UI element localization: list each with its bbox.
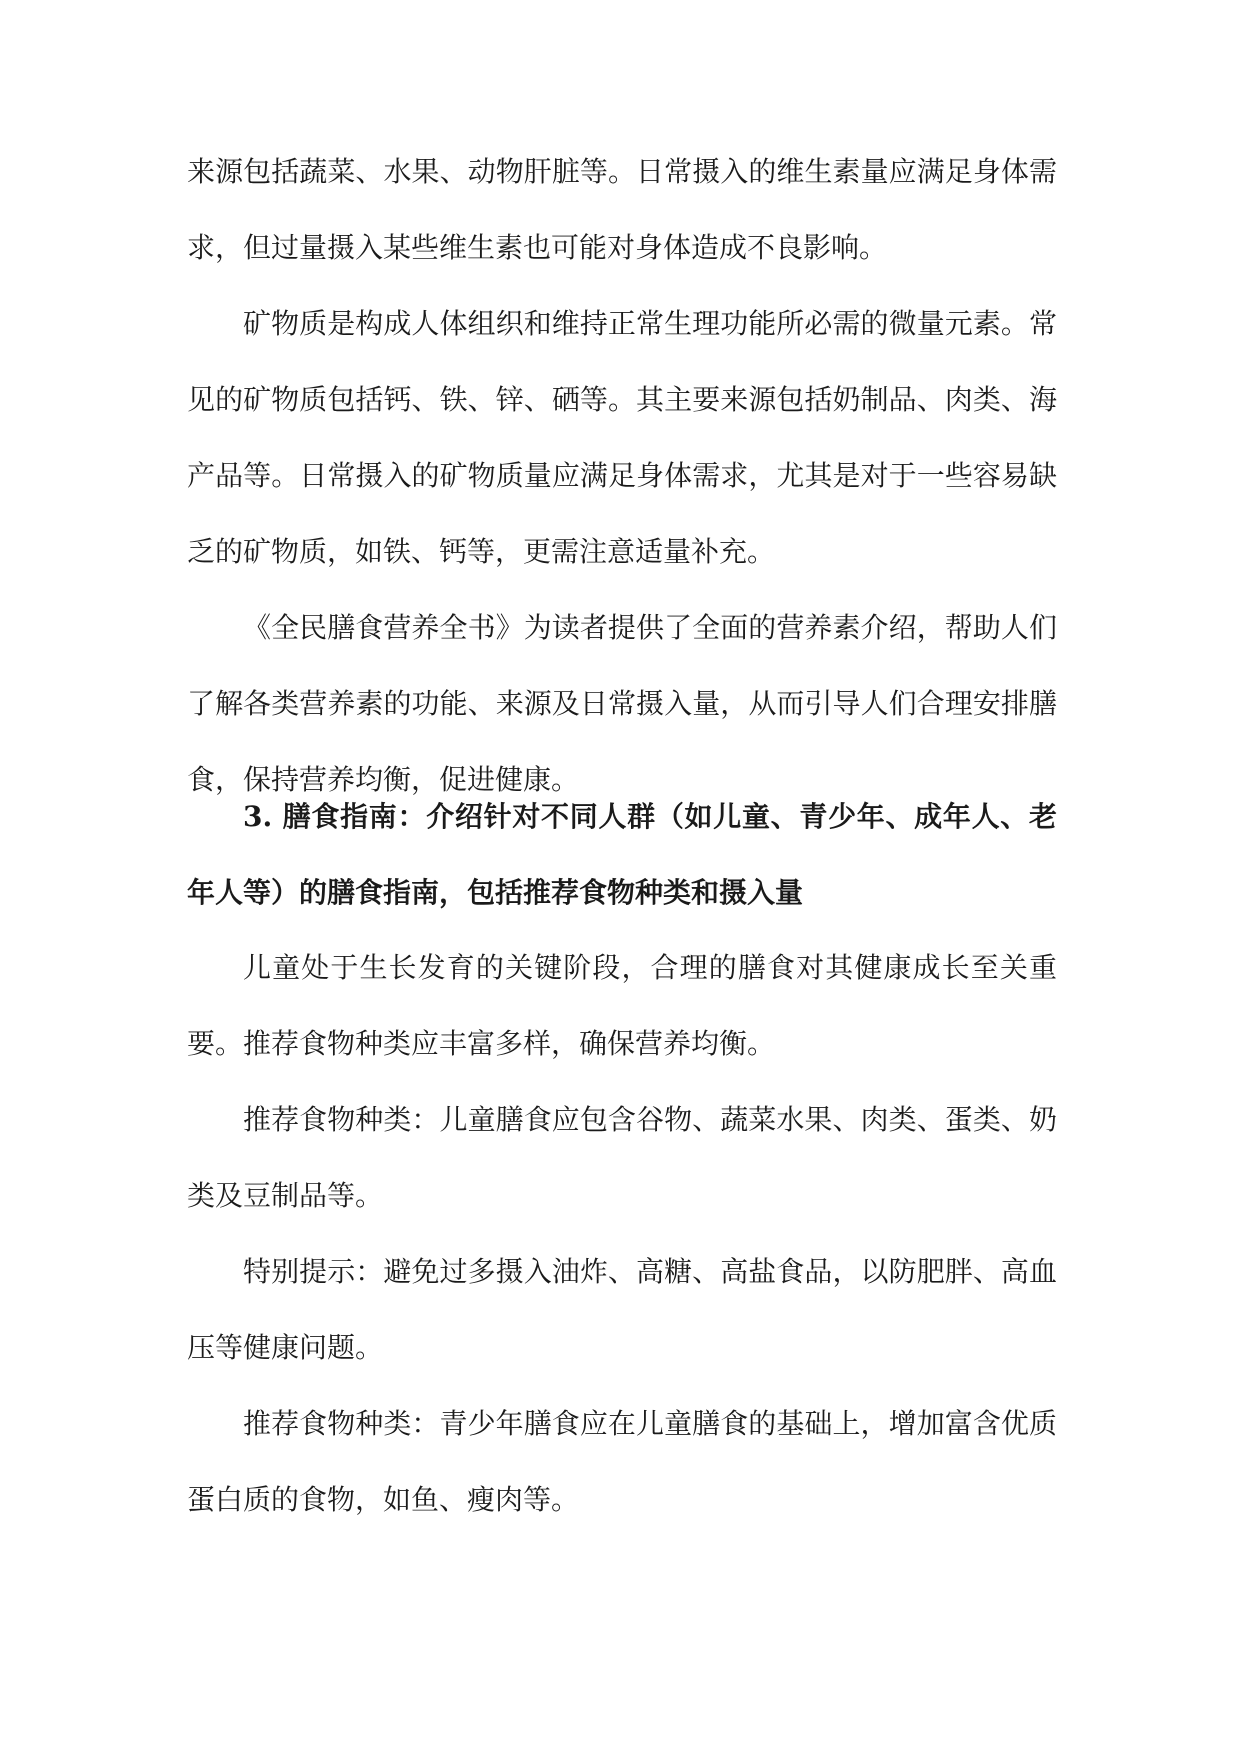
paragraph-special-tips: 特别提示：避免过多摄入油炸、高糖、高盐食品，以防肥胖、高血压等健康问题。 [187, 1255, 1057, 1364]
paragraph-children-food-types: 推荐食物种类：儿童膳食应包含谷物、蔬菜水果、肉类、蛋类、奶类及豆制品等。 [187, 1103, 1057, 1212]
paragraph-vitamin-sources: 来源包括蔬菜、水果、动物肝脏等。日常摄入的维生素量应满足身体需求，但过量摄入某些维生素也可能对身体造成不良影响。 [187, 155, 1057, 264]
section-heading-dietary-guide: 3. 膳食指南：介绍针对不同人群（如儿童、青少年、成年人、老年人等）的膳食指南，包括推荐食物种类和摄入量 [187, 800, 1057, 909]
paragraph-book-summary: 《全民膳食营养全书》为读者提供了全面的营养素介绍，帮助人们了解各类营养素的功能、来源及日常摄入量，从而引导人们合理安排膳食，保持营养均衡，促进健康。 [187, 611, 1057, 796]
paragraph-minerals: 矿物质是构成人体组织和维持正常生理功能所必需的微量元素。常见的矿物质包括钙、铁、锌、硒等。其主要来源包括奶制品、肉类、海产品等。日常摄入的矿物质量应满足身体需求，尤其是对于一些容易缺乏的矿物质，如铁、钙等，更需注意适量补充。 [187, 307, 1057, 568]
paragraph-teen-food-types: 推荐食物种类：青少年膳食应在儿童膳食的基础上，增加富含优质蛋白质的食物，如鱼、瘦肉等。 [187, 1407, 1057, 1516]
paragraph-children-diet: 儿童处于生长发育的关键阶段，合理的膳食对其健康成长至关重要。推荐食物种类应丰富多样，确保营养均衡。 [187, 951, 1057, 1060]
